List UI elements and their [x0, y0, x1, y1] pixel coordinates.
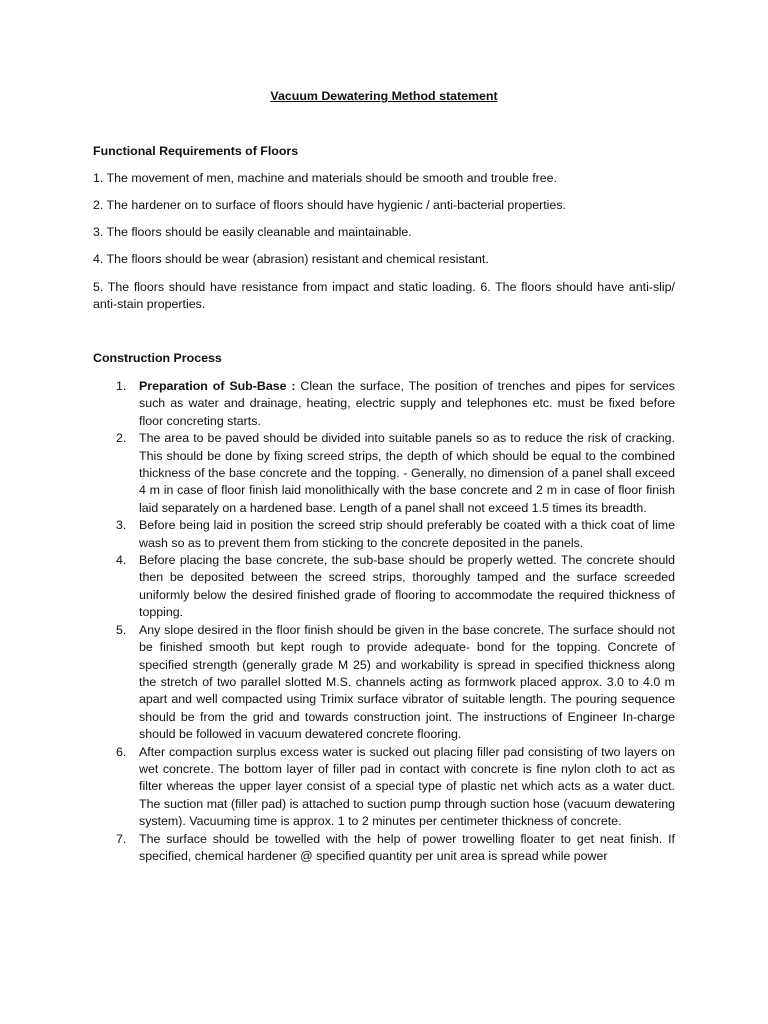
requirement-item: 1. The movement of men, machine and materials should be smooth and trouble free.: [93, 171, 557, 185]
functional-requirements-heading: Functional Requirements of Floors: [93, 144, 299, 158]
list-item: [93, 622, 675, 744]
requirement-item: 2. The hardener on to surface of floors should have hygienic / anti-bacterial properties.: [93, 198, 566, 212]
list-item: [93, 517, 675, 552]
step-lead: Preparation of Sub-Base :: [139, 379, 296, 393]
step-text: After compaction surplus excess water is sucked out placing filler pad consisting of two layers on wet concrete. The bottom layer of filler pad in contact with concrete is fine nylon cloth to act as filter whereas the upper layer consist of a special type of plastic net which acts as a water duct. The suction mat (filler pad) is attached to suction pump through suction hose (vacuum dewatering system). Vacuuming time is approx. 1 to 2 minutes per centimeter thickness of concrete.: [139, 744, 675, 829]
step-number: 6.: [116, 744, 127, 759]
step-text: Clean the surface, The position of trenches and pipes for services such as water and drainage, heating, electric supply and telephones etc. must be fixed before floor concreting starts.: [139, 379, 675, 428]
list-item: [93, 378, 675, 430]
requirement-item: 3. The floors should be easily cleanable and maintainable.: [93, 225, 412, 239]
step-text: Before placing the base concrete, the sub-base should be properly wetted. The concrete should then be deposited between the screed strips, thoroughly tamped and the surface screeded uniformly below the desired finished grade of flooring to accommodate the required thickness of topping.: [139, 553, 675, 620]
construction-steps-list: [93, 378, 675, 865]
document-title: Vacuum Dewatering Method statement: [270, 89, 498, 103]
list-item: [93, 831, 675, 866]
step-text: The surface should be towelled with the help of power trowelling floater to get neat finish. If specified, chemical hardener @ specified quantity per unit area is spread while power: [139, 831, 675, 863]
list-item: [93, 552, 675, 622]
step-text: The area to be paved should be divided into suitable panels so as to reduce the risk of cracking. This should be done by fixing screed strips, the depth of which should be equal to the combined thickness of the base concrete and the topping. - Generally, no dimension of a panel shall exceed 4 m in case of floor finish laid monolithically with the base concrete and 2 m in case of floor finish laid separately on a hardened base. Length of a panel shall not exceed 1.5 times its breadth.: [139, 431, 675, 515]
step-number: 5.: [116, 622, 127, 637]
step-number: 3.: [116, 518, 127, 533]
step-number: 1.: [116, 379, 127, 393]
step-number: 2.: [116, 431, 127, 446]
step-number: 4.: [116, 553, 127, 568]
construction-process-heading: Construction Process: [93, 351, 222, 365]
list-item: [93, 430, 675, 517]
step-number: 7.: [116, 831, 127, 846]
requirement-item: 4. The floors should be wear (abrasion) resistant and chemical resistant.: [93, 252, 489, 266]
step-text: Before being laid in position the screed strip should preferably be coated with a thick coat of lime wash so as to prevent them from sticking to the concrete deposited in the panels.: [139, 518, 675, 550]
step-text: Any slope desired in the floor finish should be given in the base concrete. The surface should not be finished smooth but kept rough to provide adequate- bond for the topping. Concrete of specified strength (generally grade M 25) and workability is spread in specified thickness along the stretch of two parallel slotted M.S. channels acting as formwork placed approx. 3.0 to 4.0 m apart and well compacted using Trimix surface vibrator of suitable length. The pouring sequence should be from the grid and towards construction joint. The instructions of Engineer In-charge should be followed in vacuum dewatered concrete flooring.: [139, 622, 675, 742]
requirement-item: 5. The floors should have resistance from impact and static loading. 6. The floors should have anti-slip/ anti-stain properties.: [93, 280, 675, 311]
list-item: [93, 744, 675, 831]
